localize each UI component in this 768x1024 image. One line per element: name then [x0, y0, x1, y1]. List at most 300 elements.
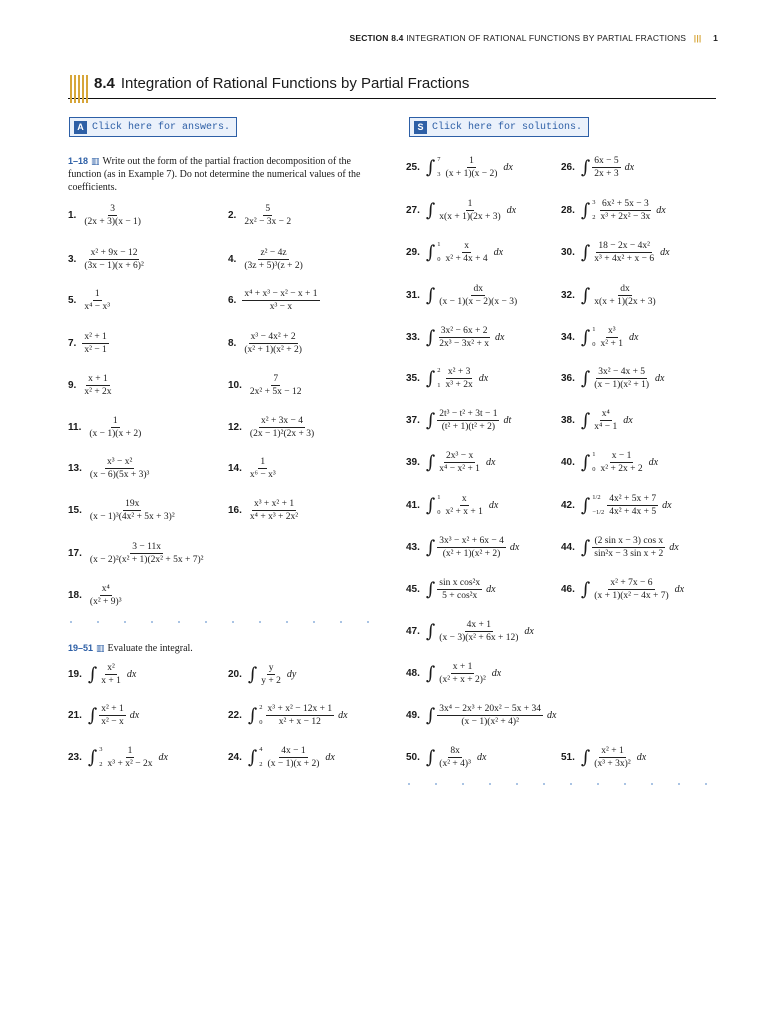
problem	[68, 456, 151, 481]
fraction	[242, 331, 304, 356]
problem	[228, 703, 348, 728]
square-bullet-icon: ▥	[96, 643, 105, 653]
differential: dx	[624, 162, 635, 173]
denominator: (x − 1)(x² + 1)	[594, 380, 650, 390]
problem-number: 32.	[561, 290, 575, 301]
denominator: x³ + 2x² − 3x	[600, 212, 651, 222]
fraction	[248, 373, 304, 398]
fraction	[106, 745, 155, 770]
numerator: x² + 7x − 6	[610, 578, 653, 588]
integral-sign: ∫	[580, 156, 591, 178]
numerator: x³ + x² + 1	[253, 499, 295, 509]
lower-limit: 0	[592, 466, 596, 473]
differential: dx	[655, 373, 665, 384]
integral-sign: ∫	[425, 494, 436, 516]
lower-limit: 0	[437, 509, 441, 516]
running-head-bars: |||	[693, 33, 702, 43]
problem	[406, 493, 498, 518]
differential: dt	[503, 415, 512, 426]
integral-sign: ∫	[580, 241, 591, 263]
numerator: 1	[94, 289, 100, 299]
problem	[68, 288, 112, 313]
problem	[228, 456, 278, 481]
integral-limits	[259, 747, 262, 769]
problem-number: 7.	[68, 338, 77, 349]
integral-limits	[592, 200, 595, 222]
fraction	[88, 541, 206, 566]
denominator: (x² + 4)³	[439, 759, 471, 769]
problem-number: 15.	[68, 505, 82, 516]
problem	[406, 619, 534, 644]
numerator: 8x	[450, 746, 460, 756]
numerator: 19x	[125, 499, 140, 509]
upper-limit: 7	[437, 155, 441, 163]
fraction	[592, 577, 670, 602]
problem-number: 2.	[228, 210, 237, 221]
differential: dx	[660, 247, 670, 258]
integral-sign: ∫	[580, 367, 591, 389]
problem	[68, 373, 114, 398]
differential: dx	[509, 542, 520, 553]
upper-limit: 3	[99, 745, 103, 753]
problem	[228, 662, 296, 687]
denominator: 2x² + 5x − 12	[249, 387, 302, 397]
problem-number: 44.	[561, 542, 575, 553]
denominator: x³ + 4x² + x − 6	[594, 254, 655, 264]
fraction	[592, 283, 657, 308]
problem-number: 21.	[68, 710, 82, 721]
answers-badge-icon: A	[74, 121, 87, 134]
problem	[561, 577, 684, 602]
section-number: 8.4	[94, 75, 115, 92]
denominator: x⁴ − x² + 1	[439, 464, 480, 474]
problem-number: 9.	[68, 380, 77, 391]
upper-limit: 1	[437, 240, 441, 248]
differential: dx	[338, 710, 348, 721]
problem-number: 38.	[561, 415, 575, 426]
problem-number: 23.	[68, 752, 82, 763]
differential: dx	[503, 162, 513, 173]
problem	[68, 583, 124, 608]
problem-number: 51.	[561, 752, 575, 763]
denominator: x³ + 2x	[445, 380, 473, 390]
numerator: x² + 1	[601, 746, 624, 756]
problem-number: 11.	[68, 422, 82, 433]
problem	[68, 541, 205, 566]
upper-limit: 2	[259, 703, 263, 711]
numerator: x⁴	[101, 584, 110, 594]
problem	[68, 745, 168, 770]
problem-number: 1.	[68, 210, 77, 221]
fraction	[437, 703, 543, 728]
fraction	[592, 535, 665, 560]
fraction	[266, 745, 322, 770]
problem-number: 17.	[68, 548, 82, 559]
running-head-section: SECTION 8.4	[349, 33, 404, 43]
denominator: (x − 6)(5x + 3)³	[89, 470, 150, 480]
fraction	[82, 331, 108, 356]
numerator: dx	[620, 284, 630, 294]
upper-limit: 3	[592, 198, 596, 206]
integral-limits	[437, 242, 440, 264]
fraction	[599, 325, 625, 350]
problem	[68, 331, 109, 356]
integral-limits	[592, 327, 595, 349]
instructions-text: Evaluate the integral.	[107, 643, 193, 654]
problem	[68, 203, 143, 228]
problem	[228, 288, 320, 313]
problem	[561, 493, 672, 518]
denominator: x³ − x	[269, 302, 293, 312]
separator-dots-right	[408, 783, 718, 785]
denominator: x⁶ − x³	[249, 470, 276, 480]
integral-sign: ∫	[580, 284, 591, 306]
denominator: (x³ + 3x)²	[594, 759, 631, 769]
fraction	[444, 366, 475, 391]
integral-sign: ∫	[425, 284, 436, 306]
upper-limit: 1	[437, 493, 441, 501]
denominator: sin²x − 3 sin x + 2	[594, 549, 664, 559]
range-label: 19–51	[68, 643, 94, 653]
differential: dx	[669, 542, 679, 553]
numerator: x + 1	[88, 374, 108, 384]
integral-sign: ∫	[87, 663, 98, 685]
problem	[68, 415, 143, 440]
integral-sign: ∫	[425, 451, 436, 473]
solutions-badge-icon: S	[414, 121, 427, 134]
integral-sign: ∫	[425, 241, 436, 263]
lower-limit: 2	[259, 761, 263, 768]
differential: dx	[486, 584, 496, 595]
denominator: (x − 1)(x² + 4)²	[461, 717, 519, 727]
solutions-link-button[interactable]	[409, 117, 589, 137]
differential: dx	[494, 332, 505, 343]
denominator: 2x + 3	[594, 169, 619, 179]
integral-limits	[592, 495, 604, 517]
fraction	[444, 155, 500, 180]
numerator: 4x − 1	[281, 746, 306, 756]
differential: dx	[491, 668, 502, 679]
denominator: x² + 2x + 2	[600, 464, 643, 474]
range-label: 1–18	[68, 156, 89, 166]
problem	[561, 240, 670, 265]
numerator: 1	[127, 746, 133, 756]
problem-number: 49.	[406, 710, 420, 721]
problem-number: 31.	[406, 290, 420, 301]
numerator: 3x² − 4x + 5	[598, 367, 646, 377]
problem	[561, 745, 646, 770]
fraction	[437, 577, 482, 602]
problem-number: 8.	[228, 338, 237, 349]
problem-number: 34.	[561, 332, 575, 343]
denominator: x³ + x² − 2x	[107, 759, 153, 769]
denominator: x(x + 1)(2x + 3)	[439, 212, 501, 222]
denominator: x² + 1	[600, 339, 624, 349]
problem	[406, 366, 488, 391]
problem-number: 37.	[406, 415, 420, 426]
numerator: 5	[265, 204, 271, 214]
problem	[228, 415, 316, 440]
fraction	[592, 155, 620, 180]
denominator: (3x − 1)(x + 6)²	[84, 261, 144, 271]
problem	[68, 247, 146, 272]
denominator: x² + 2x	[84, 387, 112, 397]
integral-sign: ∫	[425, 662, 436, 684]
problem	[228, 498, 300, 523]
denominator: (x − 1)(x + 2)	[267, 759, 320, 769]
numerator: 3x² − 6x + 2	[440, 326, 488, 336]
denominator: (x − 2)²(x² + 1)(2x² + 5x + 7)²	[89, 555, 204, 565]
problem-number: 29.	[406, 247, 420, 258]
differential: dx	[656, 205, 666, 216]
problem	[561, 283, 658, 308]
integral-sign: ∫	[247, 746, 258, 768]
differential: dx	[476, 752, 487, 763]
denominator: (2x − 1)²(2x + 3)	[249, 429, 315, 439]
denominator: x + 1	[101, 676, 121, 686]
fraction	[607, 493, 658, 518]
numerator: x³ − 4x² + 2	[250, 332, 296, 342]
fraction	[248, 498, 300, 523]
numerator: x² + 9x − 12	[90, 248, 138, 258]
integral-limits	[592, 452, 595, 474]
problem	[406, 155, 513, 180]
denominator: (x + 1)(x − 2)	[445, 169, 498, 179]
answers-link-button[interactable]	[69, 117, 237, 137]
fraction	[437, 450, 482, 475]
numerator: 3x⁴ − 2x³ + 20x² − 5x + 34	[439, 704, 541, 714]
fraction	[437, 535, 506, 560]
differential: dx	[129, 710, 140, 721]
integral-limits	[437, 368, 440, 390]
integral-sign: ∫	[425, 746, 436, 768]
integral-sign: ∫	[87, 746, 98, 768]
problem	[406, 283, 519, 308]
fraction	[88, 456, 151, 481]
integral-sign: ∫	[247, 663, 258, 685]
problem-number: 26.	[561, 162, 575, 173]
numerator: x − 1	[611, 451, 632, 461]
section-title	[94, 75, 469, 92]
instructions-part2	[68, 642, 373, 655]
problem-number: 46.	[561, 584, 575, 595]
differential: dx	[648, 457, 659, 468]
problem	[561, 325, 638, 350]
numerator: dx	[473, 284, 483, 294]
numerator: 2x³ − x	[446, 451, 474, 461]
problem-number: 18.	[68, 590, 82, 601]
integral-sign: ∫	[87, 704, 98, 726]
fraction	[437, 745, 473, 770]
upper-limit: 4	[259, 745, 263, 753]
problem	[561, 155, 634, 180]
numerator: 3	[110, 204, 116, 214]
integral-sign: ∫	[425, 326, 436, 348]
differential: dx	[636, 752, 647, 763]
integral-sign: ∫	[580, 199, 591, 221]
fraction	[259, 662, 283, 687]
denominator: x² − 1	[84, 345, 107, 355]
fraction	[592, 240, 656, 265]
integral-sign: ∫	[580, 451, 591, 473]
fraction	[592, 408, 619, 433]
integral-sign: ∫	[425, 704, 436, 726]
problem	[406, 325, 504, 350]
numerator: 3 − 11x	[132, 542, 162, 552]
differential: dx	[623, 415, 633, 426]
integral-sign: ∫	[580, 326, 591, 348]
denominator: 2x³ − 3x² + x	[439, 339, 489, 349]
differential: dx	[488, 500, 499, 511]
problem-number: 19.	[68, 669, 82, 680]
problem	[228, 745, 335, 770]
fraction	[99, 662, 123, 687]
integral-limits	[259, 705, 262, 727]
fraction	[599, 198, 653, 223]
problem-number: 41.	[406, 500, 420, 511]
answers-link-label: Click here for answers.	[92, 121, 231, 133]
problem-number: 12.	[228, 422, 242, 433]
fraction	[248, 456, 278, 481]
lower-limit: 1	[437, 382, 441, 389]
denominator: (3z + 5)³(z + 2)	[244, 261, 303, 271]
integral-sign: ∫	[247, 704, 258, 726]
lower-limit: −1/2	[592, 509, 605, 516]
integral-sign: ∫	[580, 536, 591, 558]
numerator: x	[461, 494, 467, 504]
running-head-title: INTEGRATION OF RATIONAL FUNCTIONS BY PARTIAL FRACTIONS	[406, 33, 687, 43]
problem	[228, 373, 303, 398]
instructions-part1	[68, 155, 373, 194]
denominator: (x − 1)(x + 2)	[89, 429, 142, 439]
problem	[561, 198, 666, 223]
numerator: y	[268, 663, 274, 673]
problem-number: 5.	[68, 295, 77, 306]
fraction	[437, 325, 491, 350]
lower-limit: 2	[99, 761, 103, 768]
problem	[561, 366, 664, 391]
fraction	[437, 198, 502, 223]
differential: dx	[524, 626, 534, 637]
fraction	[242, 288, 319, 313]
differential: dx	[126, 669, 137, 680]
lower-limit: 0	[592, 341, 596, 348]
fraction	[592, 366, 651, 391]
differential: dx	[493, 247, 504, 258]
problem-number: 4.	[228, 254, 237, 265]
problem-number: 39.	[406, 457, 420, 468]
numerator: 7	[273, 374, 279, 384]
problem-number: 14.	[228, 463, 242, 474]
fraction	[82, 288, 112, 313]
numerator: x² + 1	[84, 332, 107, 342]
title-bars-decoration	[70, 75, 90, 103]
fraction	[82, 373, 113, 398]
differential: dx	[674, 584, 685, 595]
denominator: x² + 4x + 4	[445, 254, 488, 264]
denominator: (x − 3)(x² + 6x + 12)	[439, 633, 519, 643]
denominator: 5 + cos²x	[442, 591, 478, 601]
differential: dx	[485, 457, 496, 468]
denominator: (x² + 1)(x² + 2)	[244, 345, 302, 355]
separator-dots-left	[70, 621, 380, 623]
page-number: 1	[713, 33, 718, 43]
problem	[561, 450, 658, 475]
fraction	[88, 498, 177, 523]
integral-limits	[99, 747, 102, 769]
problem	[406, 661, 501, 686]
denominator: (x² + x + 2)²	[439, 675, 486, 685]
numerator: x² + 1	[101, 704, 124, 714]
integral-limits	[437, 157, 440, 179]
integral-sign: ∫	[425, 409, 436, 431]
fraction	[437, 619, 520, 644]
numerator: x³ + x² − 12x + 1	[267, 704, 333, 714]
numerator: sin x cos²x	[439, 578, 481, 588]
problem	[406, 240, 503, 265]
fraction	[437, 408, 499, 433]
denominator: 4x² + 4x + 5	[609, 507, 657, 517]
problem-number: 48.	[406, 668, 420, 679]
problem	[68, 703, 139, 728]
numerator: 6x² + 5x − 3	[601, 199, 649, 209]
fraction	[82, 247, 145, 272]
fraction	[242, 203, 293, 228]
denominator: x² − x	[101, 717, 124, 727]
problem	[228, 203, 293, 228]
problem-number: 25.	[406, 162, 420, 173]
problem-number: 22.	[228, 710, 242, 721]
fraction	[266, 703, 335, 728]
numerator: x³	[607, 326, 616, 336]
differential: dx	[629, 332, 639, 343]
problem	[561, 535, 679, 560]
integral-sign: ∫	[425, 156, 436, 178]
problem	[406, 703, 556, 728]
numerator: 4x + 1	[466, 620, 492, 630]
lower-limit: 0	[437, 256, 441, 263]
problem	[406, 408, 511, 433]
denominator: (x² + 9)³	[89, 597, 122, 607]
fraction	[592, 745, 632, 770]
integral-sign: ∫	[580, 746, 591, 768]
lower-limit: 3	[437, 171, 441, 178]
problem-number: 24.	[228, 752, 242, 763]
problem-number: 33.	[406, 332, 420, 343]
numerator: 18 − 2x − 4x²	[598, 241, 650, 251]
running-head	[0, 33, 718, 43]
numerator: (2 sin x − 3) cos x	[594, 536, 664, 546]
numerator: 1	[467, 199, 473, 209]
lower-limit: 2	[592, 214, 596, 221]
problem-number: 13.	[68, 463, 82, 474]
numerator: x³ − x²	[106, 457, 133, 467]
numerator: 6x − 5	[594, 156, 619, 166]
section-title-text: Integration of Rational Functions by Partial Fractions	[120, 75, 470, 92]
integral-sign: ∫	[425, 620, 436, 642]
problem-number: 35.	[406, 373, 420, 384]
numerator: 1	[112, 416, 118, 426]
upper-limit: 1	[592, 450, 596, 458]
denominator: 2x² − 3x − 2	[244, 217, 292, 227]
fraction	[444, 240, 490, 265]
problem-number: 36.	[561, 373, 575, 384]
denominator: (2x + 3)(x − 1)	[84, 217, 141, 227]
problem	[406, 198, 516, 223]
problem-number: 3.	[68, 254, 77, 265]
numerator: 1	[260, 457, 266, 467]
problem	[561, 408, 633, 433]
